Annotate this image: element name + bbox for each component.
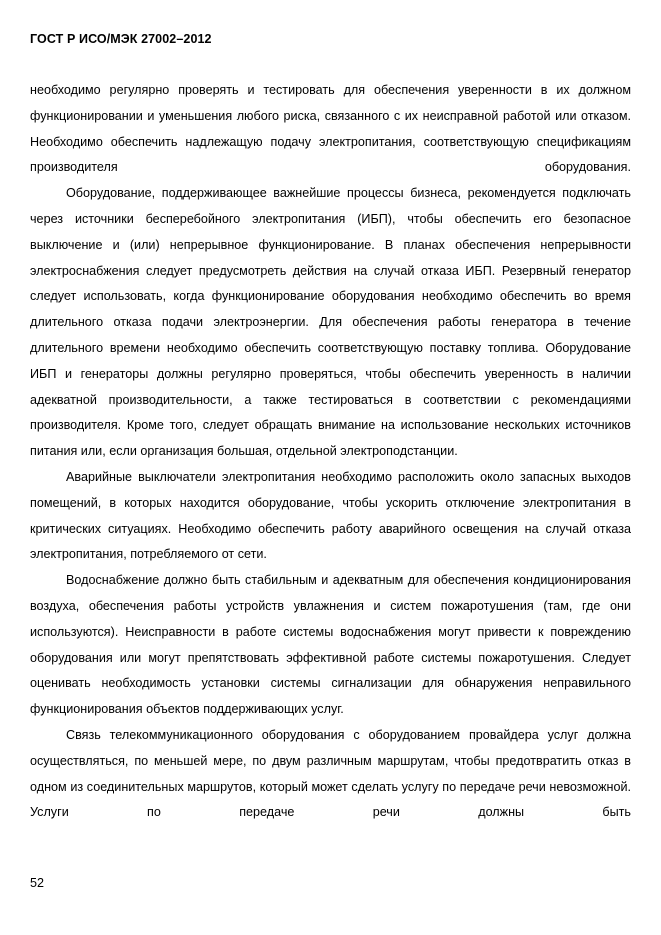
paragraph: Связь телекоммуникационного оборудования с оборудованием провайдера услуг должна осуществляться, по меньшей мере, по двум различным маршрутам, чтобы предотвратить отказ в одном из соединительных маршрутов, который может сделать услугу по передаче речи невозможной. Услуги по передаче речи должны быть [30,727,631,820]
running-head: ГОСТ Р ИСО/МЭК 27002–2012 [30,32,212,46]
paragraph: Водоснабжение должно быть стабильным и адекватным для обеспечения кондиционирования воздуха, обеспечения работы устройств увлажнения и систем пожаротушения (там, где они используются). Неисправности в работе системы водоснабжения могут привести к повреждению оборудования или могут препятствовать эффективной работе системы пожаротушения. Следует оценивать необходимость установки системы сигнализации для обнаружения неправильного функционирования объектов поддерживающих услуг. [30,573,631,717]
paragraph: Аварийные выключатели электропитания необходимо расположить около запасных выходов помещений, в которых находится оборудование, чтобы ускорить отключение электропитания в критических ситуациях. Необходимо обеспечить работу аварийного освещения на случай отказа электропитания, потребляемого от сети. [30,469,631,562]
paragraph: Оборудование, поддерживающее важнейшие процессы бизнеса, рекомендуется подключать через источники бесперебойного электропитания (ИБП), чтобы обеспечить его безопасное выключение и (или) непрерывное функционирование. В планах обеспечения непрерывности электроснабжения следует предусмотреть действия на случай отказа ИБП. Резервный генератор следует использовать, когда функционирование оборудования необходимо обеспечить во время длительного отказа подачи электроэнергии. Для обеспечения работы генератора в течение длительного времени необходимо обеспечить соответствующую поставку топлива. Оборудование ИБП и генераторы должны регулярно проверяться, чтобы обеспечить уверенность в наличии адекватной производительности, а также тестироваться в соответствии с рекомендациями производителя. Кроме того, следует обращать внимание на использование нескольких источников питания или, если организация большая, отдельной электроподстанции. [30,186,631,459]
paragraph: необходимо регулярно проверять и тестировать для обеспечения уверенности в их должном функционировании и уменьшения любого риска, связанного с их неисправной работой или отказом. Необходимо обеспечить надлежащую подачу электропитания, соответствующую спецификациям производителя оборудования. [30,83,631,175]
page-number: 52 [30,876,45,890]
body-text-column [30,78,631,826]
